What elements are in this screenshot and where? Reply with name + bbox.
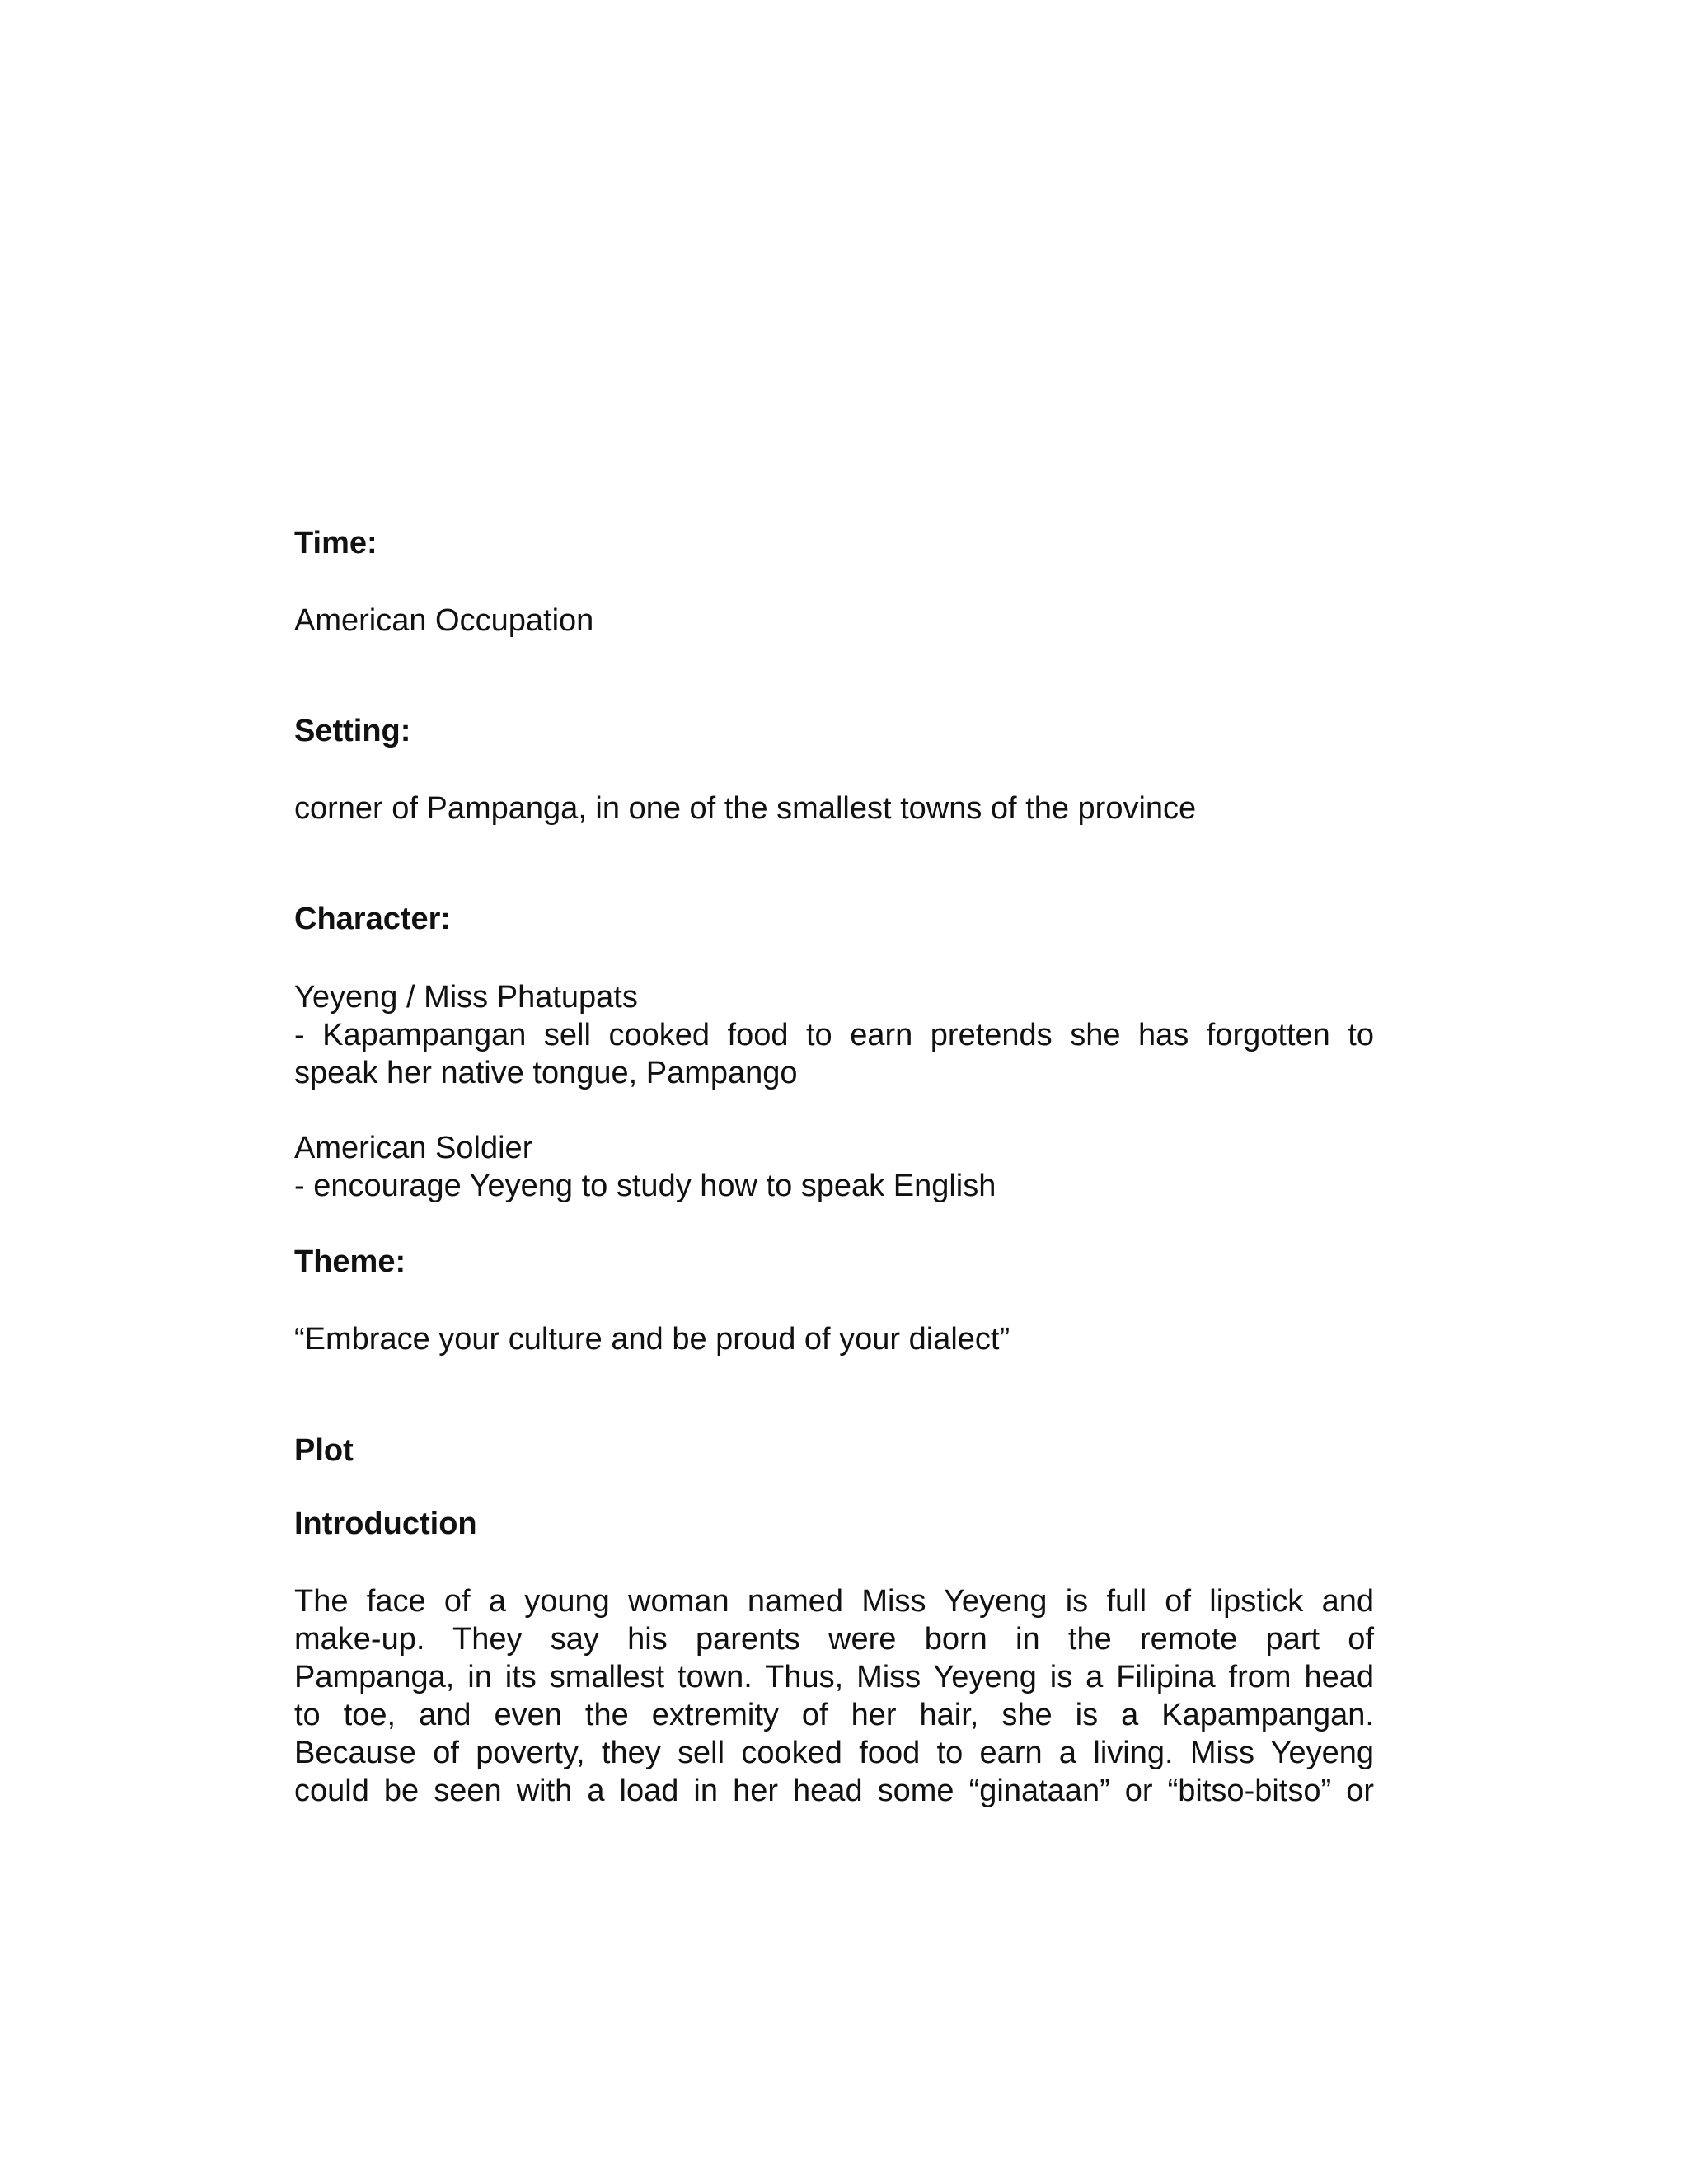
time-heading: Time: (294, 526, 377, 560)
paragraph-line: make-up. They say his parents were born in the remote part of (294, 1622, 1374, 1657)
time-value: American Occupation (294, 603, 594, 638)
plot-heading: Plot (294, 1433, 354, 1468)
theme-heading: Theme: (294, 1244, 406, 1279)
character-entry-yeyeng (294, 978, 1374, 1092)
character-description-line: - encourage Yeyeng to study how to speak English (294, 1169, 996, 1203)
paragraph-line: The face of a young woman named Miss Yeyeng is full of lipstick and (294, 1584, 1374, 1619)
setting-value: corner of Pampanga, in one of the smallest towns of the province (294, 791, 1197, 826)
paragraph-line: Pampanga, in its smallest town. Thus, Miss Yeyeng is a Filipina from head (294, 1660, 1374, 1694)
character-heading: Character: (294, 902, 452, 936)
character-description-line: - Kapampangan sell cooked food to earn pretends she has forgotten to (294, 1018, 1374, 1052)
introduction-paragraph (294, 1582, 1374, 1810)
character-description-line: speak her native tongue, Pampango (294, 1056, 798, 1090)
paragraph-line: to toe, and even the extremity of her hair, she is a Kapampangan. (294, 1698, 1374, 1732)
theme-value: “Embrace your culture and be proud of your dialect” (294, 1322, 1010, 1357)
setting-heading: Setting: (294, 714, 411, 748)
character-entry-american-soldier (294, 1129, 1374, 1205)
character-name: Yeyeng / Miss Phatupats (294, 980, 638, 1015)
paragraph-line: could be seen with a load in her head some “ginataan” or “bitso-bitso” or (294, 1774, 1374, 1808)
character-name: American Soldier (294, 1131, 533, 1165)
introduction-heading: Introduction (294, 1507, 477, 1541)
paragraph-line: Because of poverty, they sell cooked food to earn a living. Miss Yeyeng (294, 1736, 1374, 1770)
